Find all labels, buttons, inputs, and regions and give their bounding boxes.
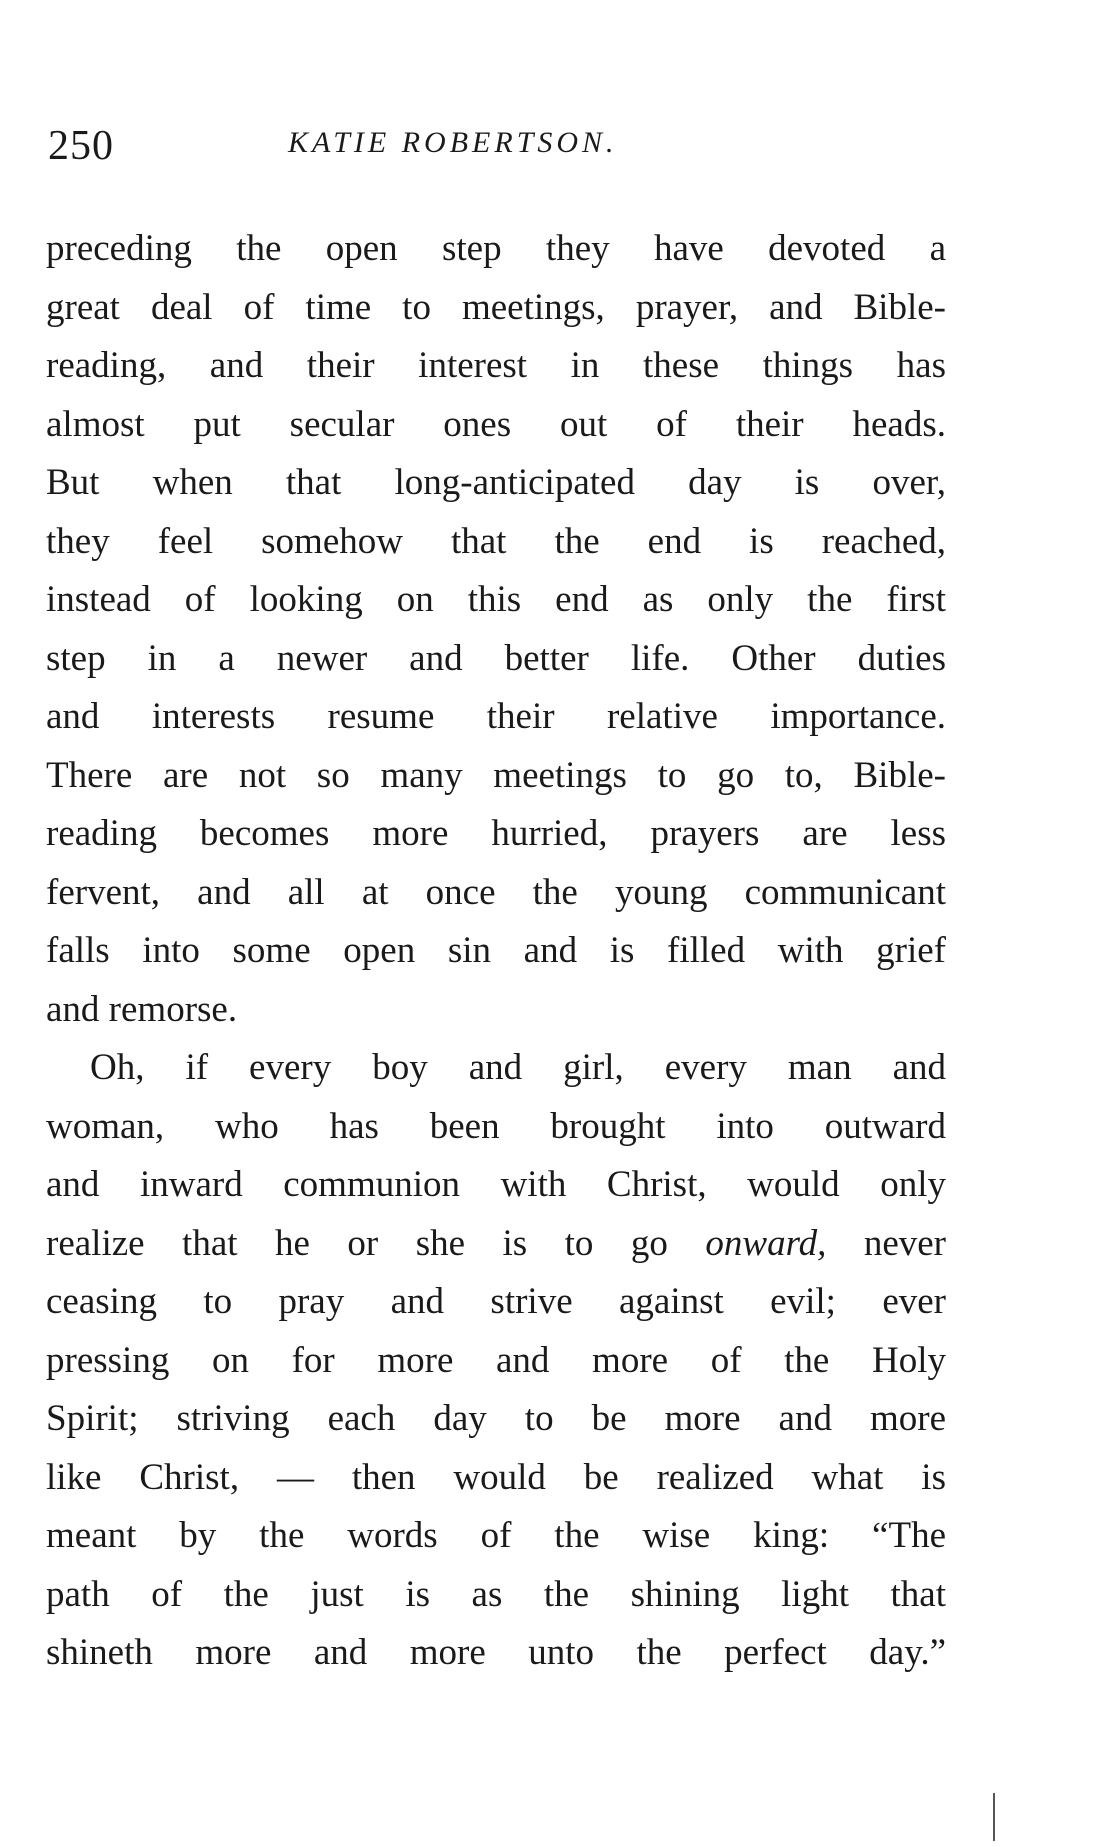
text-line: path of the just is as the shining light that — [46, 1573, 946, 1615]
text-line: There are not so many meetings to go to, Bible- — [46, 754, 946, 796]
text-line: fervent, and all at once the young communicant — [46, 871, 946, 913]
paragraph-2 — [46, 1039, 946, 1683]
text-line: Spirit; striving each day to be more and more — [46, 1398, 946, 1439]
text-line: ceasing to pray and strive against evil; ever — [46, 1281, 946, 1322]
text-line: and remorse. — [46, 988, 238, 1030]
text-line: Oh, if every boy and girl, every man and — [90, 1047, 946, 1088]
running-head: KATIE ROBERTSON. — [288, 126, 618, 159]
page-number: 250 — [48, 123, 114, 169]
margin-mark — [993, 1793, 995, 1841]
page-header — [48, 122, 948, 172]
text-line: like Christ, — then would be realized what is — [46, 1456, 946, 1498]
paragraph-1 — [46, 220, 946, 1039]
text-line: shineth more and more unto the perfect day.” — [46, 1632, 946, 1673]
text-line-with-emphasis — [46, 1215, 946, 1274]
text-line: instead of looking on this end as only the first — [46, 579, 946, 620]
text-line: almost put secular ones out of their heads. — [46, 403, 946, 445]
text-line: and inward communion with Christ, would only — [46, 1164, 946, 1205]
text-fragment: realize that he or she is to go — [46, 1222, 706, 1264]
text-line: reading, and their interest in these things has — [46, 345, 946, 386]
text-line: preceding the open step they have devoted a — [46, 228, 946, 269]
text-line: they feel somehow that the end is reached, — [46, 520, 946, 562]
text-line: woman, who has been brought into outward — [46, 1105, 946, 1147]
emphasized-word: onward, — [705, 1222, 827, 1264]
text-line: pressing on for more and more of the Holy — [46, 1339, 946, 1381]
text-line: step in a newer and better life. Other duties — [46, 637, 946, 679]
body-text — [46, 220, 946, 1683]
text-line: and interests resume their relative importance. — [46, 696, 946, 737]
text-line: reading becomes more hurried, prayers are less — [46, 813, 946, 854]
text-line: But when that long-anticipated day is over, — [46, 462, 946, 503]
text-line: falls into some open sin and is filled with grief — [46, 930, 946, 971]
text-line: meant by the words of the wise king: “The — [46, 1515, 946, 1556]
text-fragment: never — [826, 1222, 947, 1264]
text-line: great deal of time to meetings, prayer, and Bible- — [46, 286, 946, 328]
